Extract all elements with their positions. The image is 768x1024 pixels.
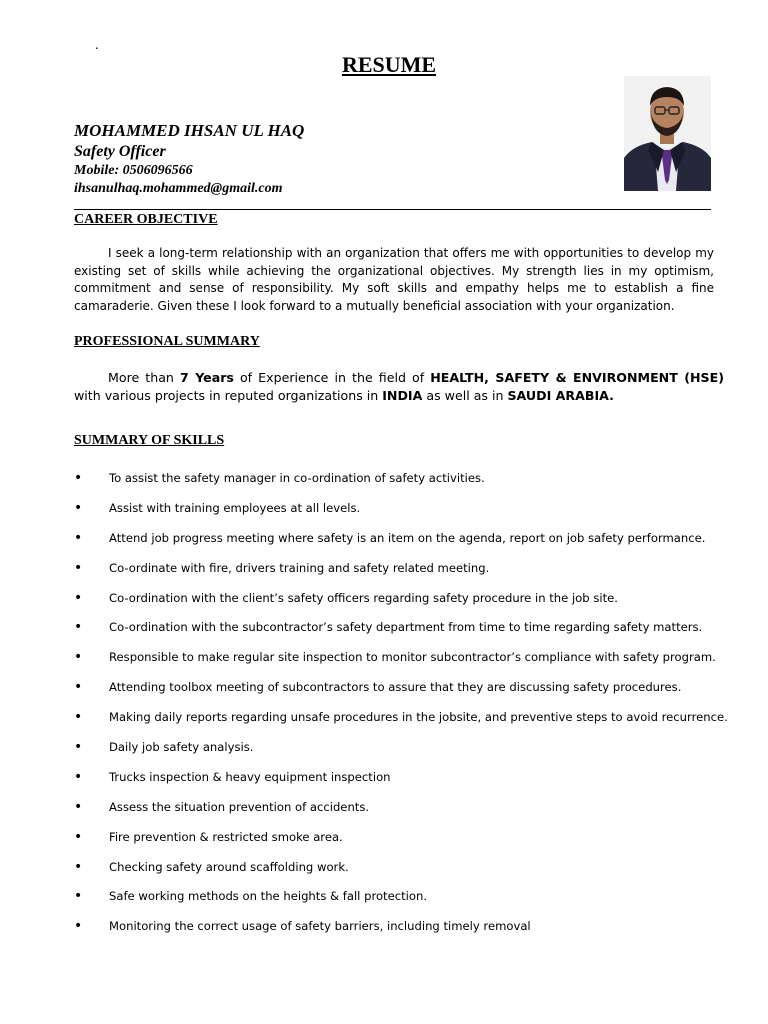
skill-text: To assist the safety manager in co-ordination of safety activities. bbox=[109, 471, 485, 485]
mobile-number: Mobile: 0506096566 bbox=[74, 163, 193, 178]
stray-mark: . bbox=[95, 38, 99, 53]
candidate-name: MOHAMMED IHSAN UL HAQ bbox=[74, 121, 305, 140]
professional-summary-heading: PROFESSIONAL SUMMARY bbox=[74, 334, 260, 349]
skill-text: Responsible to make regular site inspection to monitor subcontractor’s compliance with safety program. bbox=[109, 650, 716, 665]
summary-text-3: with various projects in reputed organizations in bbox=[74, 388, 383, 403]
skill-text: Attending toolbox meeting of subcontractors to assure that they are discussing safety procedures. bbox=[109, 680, 682, 695]
summary-country-india: INDIA bbox=[382, 388, 423, 403]
profile-photo bbox=[624, 76, 711, 191]
skill-text: Safe working methods on the heights & fall protection. bbox=[109, 889, 428, 904]
email-address: ihsanulhaq.mohammed@gmail.com bbox=[74, 181, 283, 196]
bullet-icon: • bbox=[74, 499, 83, 516]
skill-text: Co-ordination with the client’s safety officers regarding safety procedure in the job site. bbox=[109, 590, 618, 605]
career-objective-heading: CAREER OBJECTIVE bbox=[74, 212, 218, 227]
skill-text: Co-ordinate with fire, drivers training and safety related meeting. bbox=[109, 560, 490, 575]
bullet-icon: • bbox=[74, 470, 83, 486]
bullet-icon: • bbox=[74, 529, 83, 546]
skills-heading: SUMMARY OF SKILLS bbox=[74, 433, 225, 448]
bullet-icon: • bbox=[74, 559, 83, 576]
bullet-icon: • bbox=[74, 739, 83, 756]
profile-header bbox=[74, 120, 304, 198]
bullet-icon: • bbox=[74, 858, 83, 875]
skill-text: Trucks inspection & heavy equipment inspection bbox=[109, 769, 391, 784]
skill-text: Checking safety around scaffolding work. bbox=[109, 859, 349, 874]
bullet-icon: • bbox=[74, 709, 83, 726]
professional-summary-text bbox=[74, 369, 724, 405]
profile-photo-illustration bbox=[624, 76, 711, 191]
skill-text: Attend job progress meeting where safety is an item on the agenda, report on job safety performance. bbox=[109, 530, 706, 545]
bullet-icon: • bbox=[74, 918, 83, 935]
skill-text: Co-ordination with the subcontractor’s safety department from time to time regarding safety matters. bbox=[109, 620, 703, 635]
document-title: RESUME bbox=[341, 52, 437, 77]
bullet-icon: • bbox=[74, 768, 83, 785]
summary-text-4: as well as in bbox=[422, 388, 508, 403]
skill-text: Assess the situation prevention of accidents. bbox=[109, 799, 370, 814]
summary-text-1: More than bbox=[108, 370, 180, 385]
bullet-icon: • bbox=[74, 649, 83, 666]
skill-text: Daily job safety analysis. bbox=[109, 740, 254, 755]
header-divider bbox=[74, 209, 711, 210]
candidate-role: Safety Officer bbox=[74, 143, 166, 160]
skill-text: Monitoring the correct usage of safety barriers, including timely removal bbox=[109, 919, 531, 934]
bullet-icon: • bbox=[74, 679, 83, 696]
bullet-icon: • bbox=[74, 798, 83, 815]
bullet-icon: • bbox=[74, 619, 83, 636]
summary-years: 7 Years bbox=[179, 370, 234, 385]
career-objective-text: I seek a long-term relationship with an organization that offers me with opportunities to develop my existing set of skills while achieving the organizational objectives. My strength lies in my optimism, commitment and sense of responsibility. My soft skills and empathy helps me to establish a fine camaraderie. Given these I look forward to a mutually beneficial association with your organization. bbox=[74, 246, 714, 313]
skill-text: Fire prevention & restricted smoke area. bbox=[109, 829, 343, 844]
summary-country-saudi: SAUDI ARABIA. bbox=[507, 388, 614, 403]
bullet-icon: • bbox=[74, 828, 83, 845]
bullet-icon: • bbox=[74, 888, 83, 905]
summary-text-2: of Experience in the field of bbox=[233, 370, 431, 385]
skill-text: Making daily reports regarding unsafe procedures in the jobsite, and preventive steps to avoid recurrence. bbox=[109, 710, 728, 725]
skill-text: Assist with training employees at all levels. bbox=[109, 500, 361, 515]
bullet-icon: • bbox=[74, 589, 83, 606]
summary-field: HEALTH, SAFETY & ENVIRONMENT (HSE) bbox=[430, 370, 724, 385]
